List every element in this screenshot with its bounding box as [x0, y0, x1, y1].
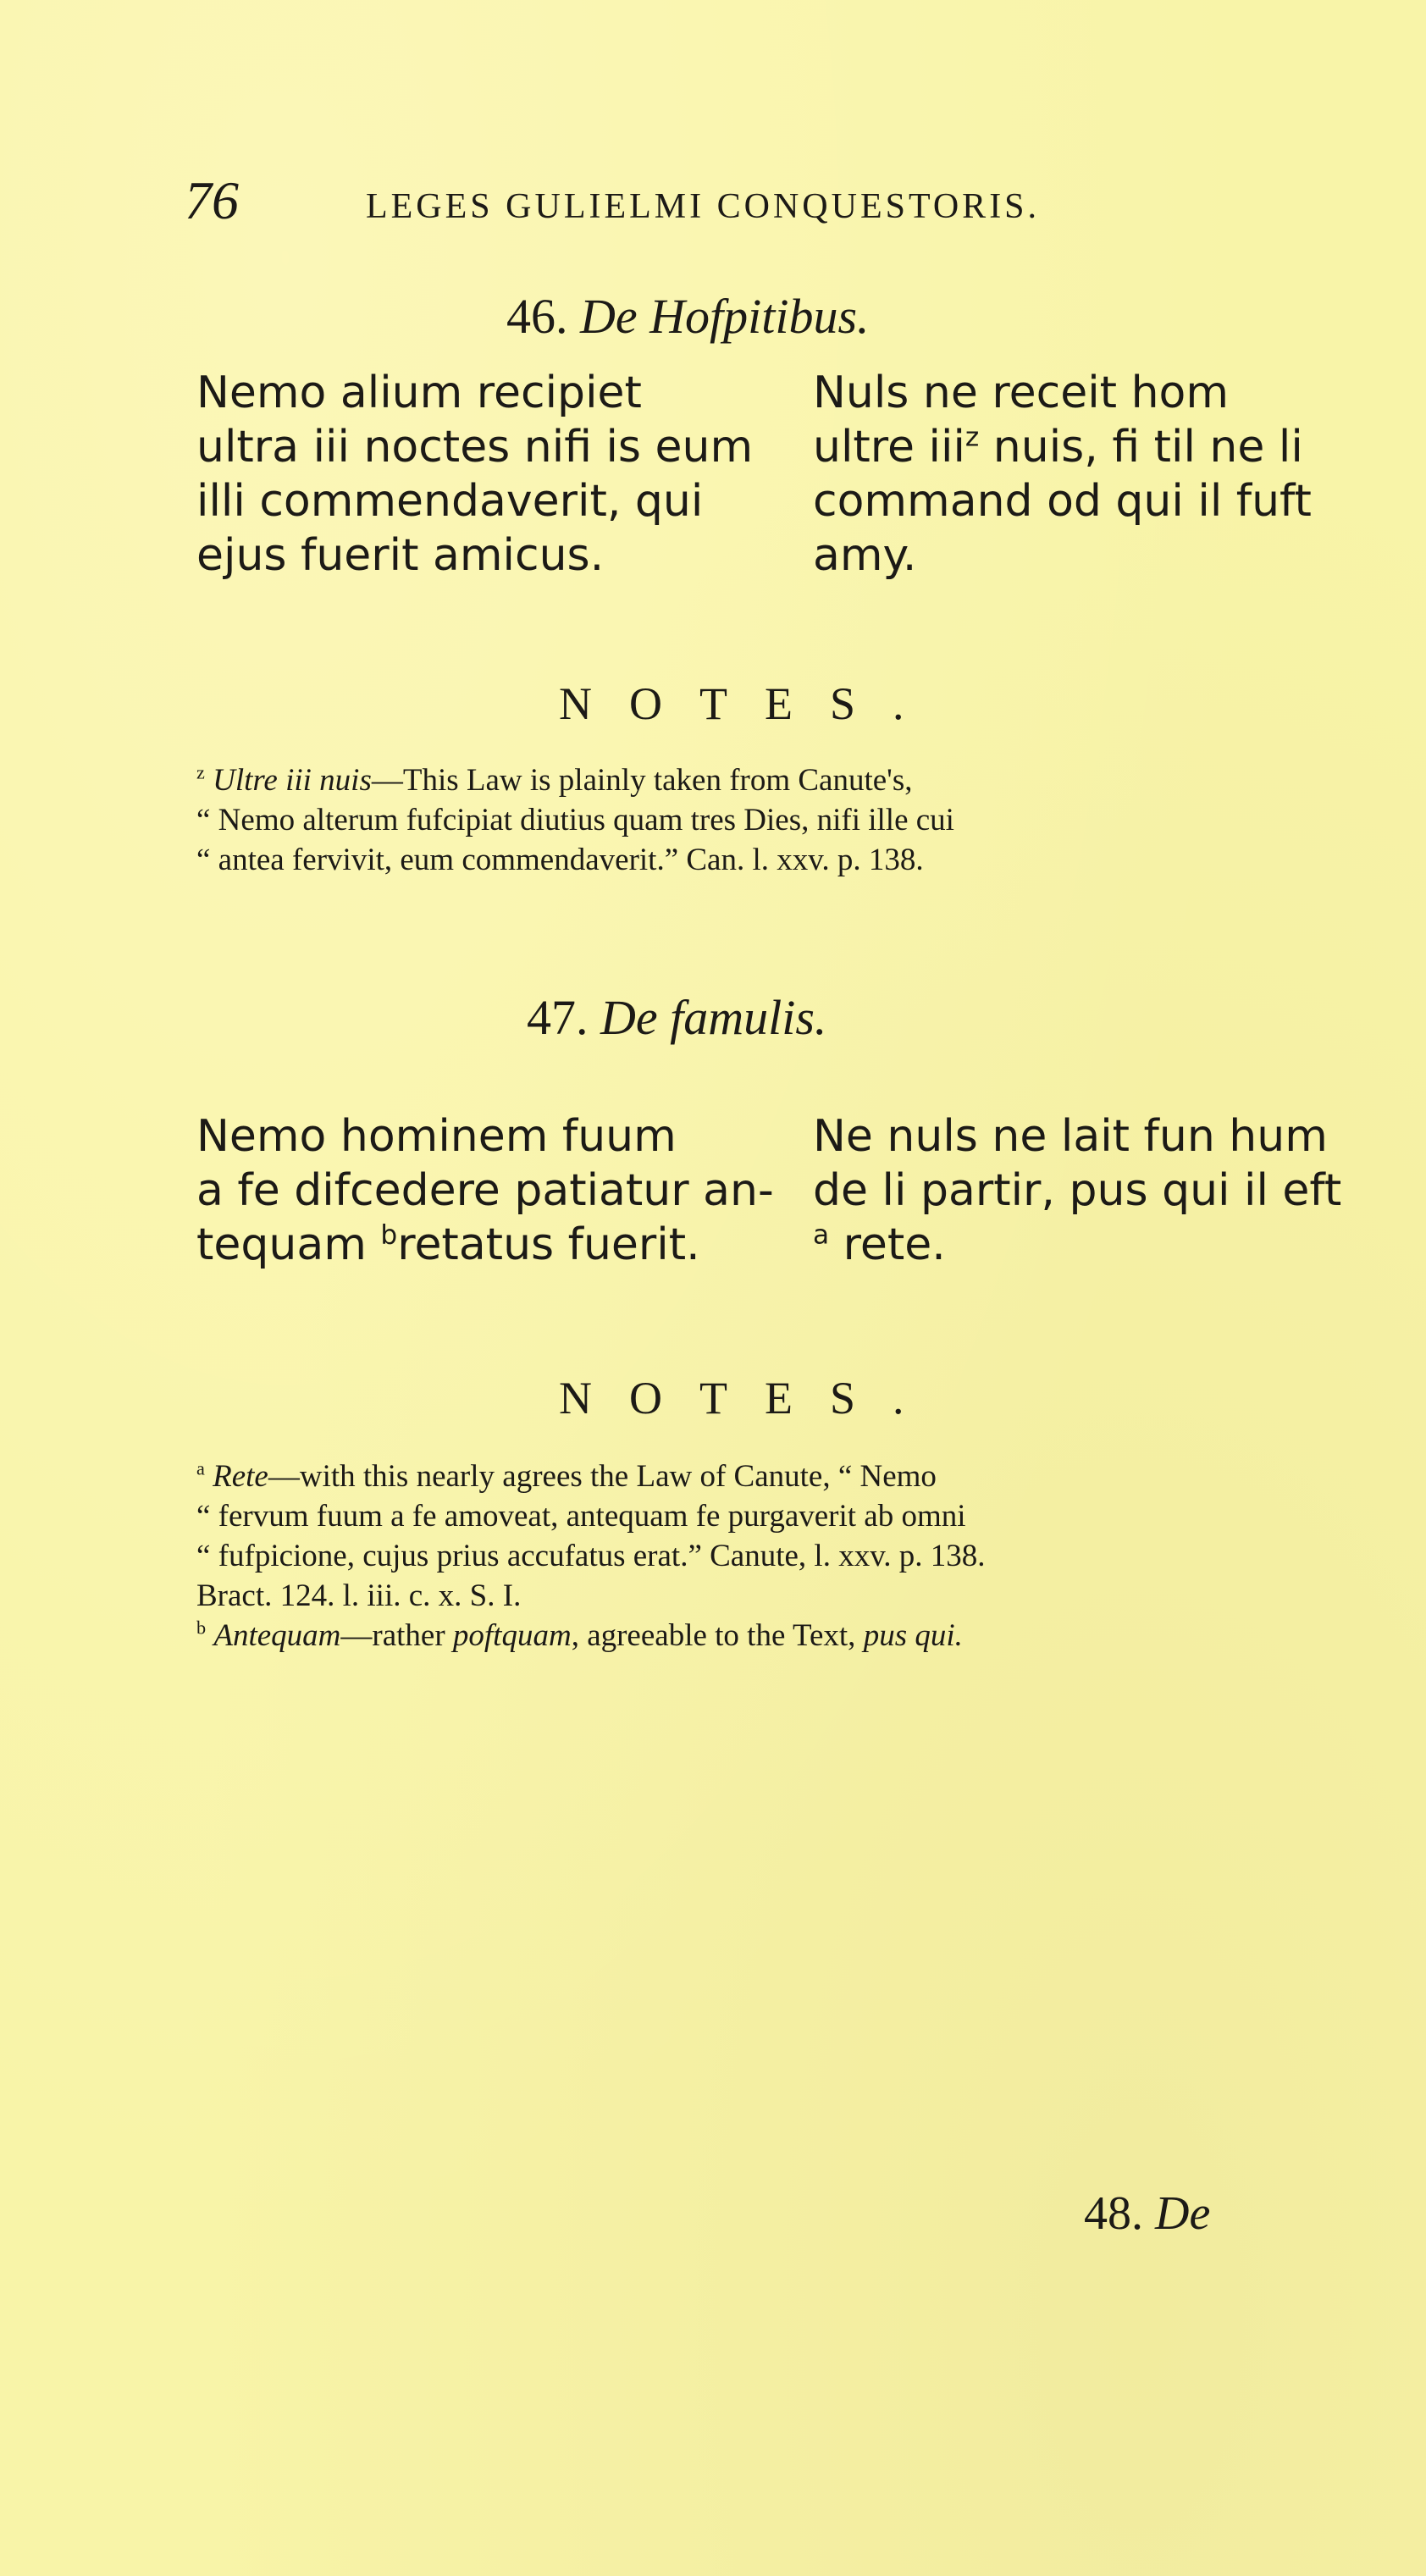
note-text: —This Law is plainly taken from Canute's,	[371, 763, 913, 798]
french-text: nuis, fi til ne li	[979, 422, 1303, 473]
running-title: LEGES GULIELMI CONQUESTORIS.	[366, 187, 1041, 226]
section-47-note-a	[196, 1457, 1272, 1656]
french-line: de li partir, pus qui il eft	[813, 1165, 1342, 1216]
section-46-french-column	[813, 366, 1312, 583]
note-line	[196, 1616, 1272, 1656]
note-line: “ fufpicione, cujus prius accufatus erat.” Canute, l. xxv. p. 138.	[196, 1539, 986, 1573]
catchword	[1084, 2186, 1210, 2241]
note-line: Bract. 124. l. iii. c. x. S. I.	[196, 1578, 522, 1613]
page-number: 76	[185, 170, 239, 230]
footnote-marker: a	[196, 1457, 205, 1479]
note-alternative: poftquam	[452, 1618, 572, 1653]
latin-line: Nemo alium recipiet	[196, 368, 642, 418]
french-line	[813, 420, 1312, 474]
notes-heading: NOTES.	[559, 678, 942, 729]
note-line: “ antea fervivit, eum commendaverit.” Can. l. xxv. p. 138.	[196, 843, 924, 877]
latin-line: a fe difcedere patiatur an-	[196, 1165, 774, 1216]
latin-line: ejus fuerit amicus.	[196, 530, 605, 581]
note-line: “ fervum fuum a fe amoveat, antequam fe purgaverit ab omni	[196, 1499, 966, 1534]
section-46-title	[506, 288, 870, 345]
french-text: rete.	[829, 1219, 946, 1270]
note-line: “ Nemo alterum fufcipiat diutius quam tres Dies, nifi ille cui	[196, 803, 954, 837]
section-46-latin-column	[196, 366, 753, 583]
latin-line: Nemo hominem fuum	[196, 1111, 677, 1162]
catchword-number: 48.	[1084, 2187, 1143, 2240]
french-line: Nuls ne receit hom	[813, 368, 1230, 418]
footnote-marker: a	[813, 1219, 830, 1251]
french-line: command od qui il fuft	[813, 476, 1312, 527]
latin-text: retatus fuerit.	[397, 1219, 700, 1270]
french-line	[813, 1218, 1341, 1272]
french-line: amy.	[813, 530, 917, 581]
section-heading: De famulis.	[600, 990, 827, 1045]
latin-line: ultra iii noctes nifi is eum	[196, 422, 754, 473]
note-text: —rather	[340, 1618, 453, 1653]
footnote-marker: z	[964, 422, 980, 453]
note-text: , agreeable to the Text,	[571, 1618, 864, 1653]
section-47-latin-column	[196, 1109, 774, 1272]
note-line	[196, 760, 1272, 800]
note-lemma: Rete	[213, 1459, 268, 1494]
section-47-title	[527, 989, 826, 1046]
french-text: ultre iii	[813, 422, 965, 473]
section-number: 46.	[506, 289, 568, 344]
section-47-french-column	[813, 1109, 1341, 1272]
section-46-note	[196, 760, 1272, 880]
note-line	[196, 1457, 1272, 1496]
latin-line	[196, 1218, 774, 1272]
section-heading: De Hofpitibus.	[580, 289, 870, 344]
footnote-marker: z	[196, 761, 205, 783]
note-text: —with this nearly agrees the Law of Canute, “ Nemo	[268, 1459, 937, 1494]
note-quote: pus qui.	[863, 1618, 963, 1653]
notes-heading: NOTES.	[559, 1373, 942, 1423]
note-lemma: Antequam	[213, 1618, 341, 1653]
latin-text: tequam	[196, 1219, 381, 1270]
latin-line: illi commendaverit, qui	[196, 476, 704, 527]
section-number: 47.	[527, 990, 589, 1045]
catchword-word: De	[1155, 2187, 1211, 2240]
note-lemma: Ultre iii nuis	[213, 763, 372, 798]
footnote-marker: b	[196, 1617, 207, 1639]
french-line: Ne nuls ne lait fun hum	[813, 1111, 1328, 1162]
footnote-marker: b	[380, 1219, 398, 1251]
